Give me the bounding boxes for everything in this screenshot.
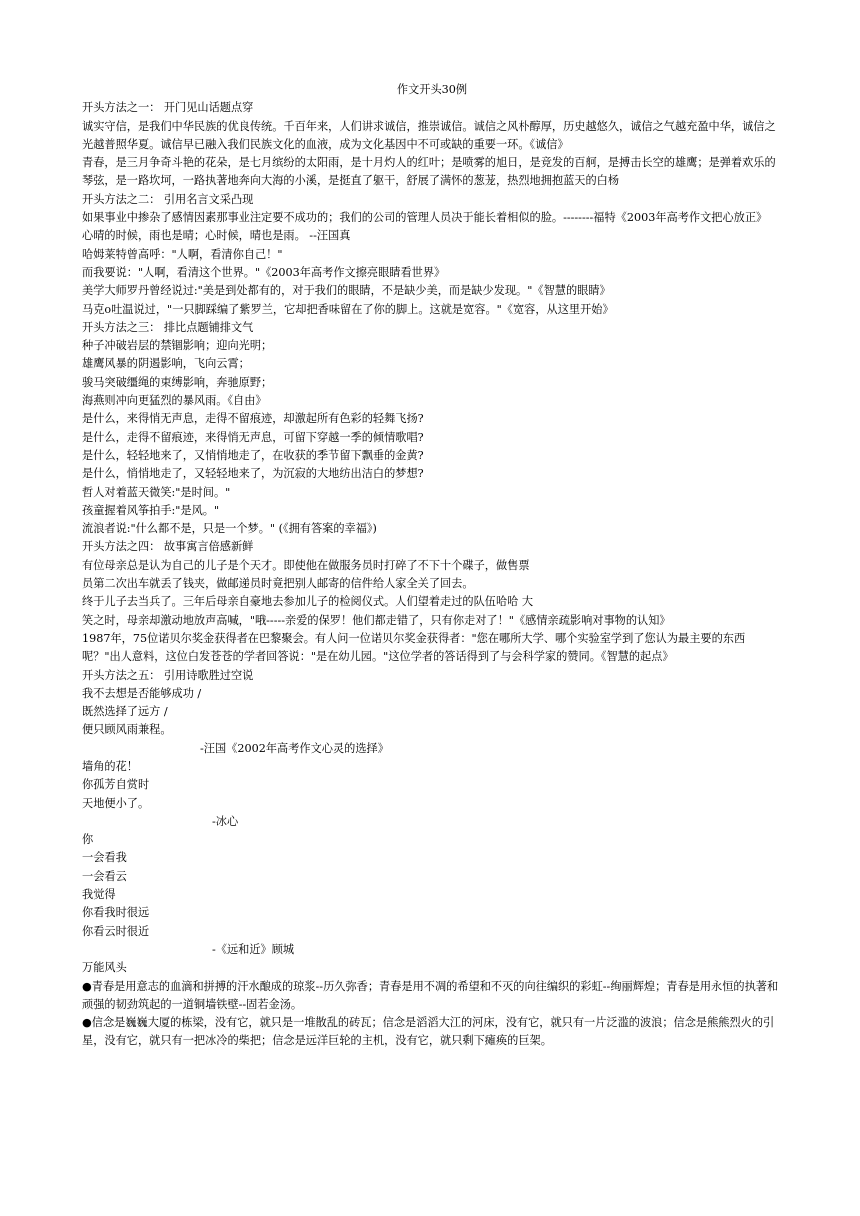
text-line: 墙角的花！ — [82, 759, 138, 773]
poem-attribution: -《远和近》顾城 — [212, 942, 295, 956]
text-line: 便只顾风雨兼程。 — [82, 723, 172, 737]
text-line: 诚实守信，是我们中华民族的优良传统。千百年来，人们讲求诚信，推崇诚信。诚信之风朴醇厚，历史越悠久，诚信之气越充盈中华，诚信之光越普照华夏。诚信早已融入我们民族文化的血液，成为文化基因中不可或缺的重要一环。《诚信》 — [82, 119, 776, 151]
text-line: 种子冲破岩层的禁锢影响；迎向光明； — [82, 339, 273, 353]
text-line: ●信念是巍巍大厦的栋梁，没有它，就只是一堆散乱的砖瓦；信念是滔滔大江的河床，没有它，就只有一片泛滥的波浪；信念是熊熊烈火的引星，没有它，就只有一把冰冷的柴把；信念是远洋巨轮的主机，没有它，就只剩下瘫痪的巨架。 — [82, 1016, 775, 1048]
text-line: 1987年，75位诺贝尔奖金获得者在巴黎聚会。有人问一位诺贝尔奖金获得者："您在哪所大学、哪个实验室学到了您认为最主要的东西呢？"出人意料，这位白发苍苍的学者回答说："是在幼儿园。"这位学者的答话得到了与会科学家的赞同。《智慧的起点》 — [82, 631, 746, 664]
poem-block — [82, 831, 782, 941]
text-line: 心晴的时候，雨也是晴；心时候，晴也是雨。 --汪国真 — [82, 229, 351, 243]
text-line: 骏马突破缰绳的束缚影响，奔驰原野； — [82, 375, 273, 389]
text-line: 是什么，轻轻地来了，又悄悄地走了，在收获的季节留下飘垂的金黄? — [82, 448, 424, 462]
text-line: 一会看我 — [82, 851, 127, 865]
text-line: 是什么，来得悄无声息，走得不留痕迹，却激起所有色彩的轻舞飞扬? — [82, 412, 424, 426]
text-line: 如果事业中掺杂了感情因素那事业注定要不成功的；我们的公司的管理人员决于能长着相似的脸。--------福特《2003年高考作文把心放正》 — [82, 211, 768, 225]
text-line: 孩童握着风筝拍手:"是风。" — [82, 503, 220, 517]
text-line: 万能风头 — [82, 961, 127, 975]
text-line: 有位母亲总是认为自己的儿子是个天才。即使他在做服务员时打碎了不下十个碟子，做售票 — [82, 558, 530, 572]
poem-attribution: -汪国《2002年高考作文心灵的选择》 — [200, 741, 389, 755]
text-line: 我觉得 — [82, 888, 116, 902]
text-line: 开头方法之五： 引用诗歌胜过空说 — [82, 668, 254, 682]
text-line: 我不去想是否能够成功 / — [82, 686, 202, 700]
poem-attribution: -冰心 — [212, 814, 239, 828]
text-line: 马克o吐温说过，"一只脚踩编了紫罗兰，它却把香味留在了你的脚上。这就是宽容。"《宽容，从这里开始》 — [82, 302, 614, 316]
text-line: 美学大师罗丹曾经说过:"美是到处都有的，对于我们的眼睛，不是缺少美，而是缺少发现。"《智慧的眼睛》 — [82, 284, 611, 298]
text-line: 海燕则冲向更猛烈的暴风雨。《自由》 — [82, 394, 267, 408]
text-line: 是什么，走得不留痕迹，来得悄无声息，可留下穿越一季的倾情歌唱? — [82, 430, 424, 444]
text-line: ●青春是用意志的血滴和拼搏的汗水酿成的琼浆--历久弥香；青春是用不凋的希望和不灭的向往编织的彩虹--绚丽辉煌；青春是用永恒的执著和顽强的韧劲筑起的一道铜墙铁壁--固若金汤。 — [82, 979, 779, 1011]
text-line: 是什么，悄悄地走了，又轻轻地来了，为沉寂的大地纺出洁白的梦想? — [82, 467, 424, 481]
text-line: 开头方法之一： 开门见山话题点穿 — [82, 101, 254, 115]
document-page — [82, 81, 782, 1051]
text-line: 你看我时很远 — [82, 906, 150, 920]
text-line: 你孤芳自赏时 — [82, 778, 150, 792]
text-line: 雄鹰风暴的阴遏影响，飞向云霄； — [82, 357, 250, 371]
text-line: 开头方法之二： 引用名言文采凸现 — [82, 192, 254, 206]
text-line: 一会看云 — [82, 869, 127, 883]
poem-block — [82, 758, 782, 813]
text-line: 开头方法之三： 排比点题铺排文气 — [82, 320, 254, 334]
text-line: 员第二次出车就丢了钱夹，做邮递员时竟把别人邮寄的信件给人家全关了回去。 — [82, 577, 474, 591]
text-line: 哲人对着蓝天微笑:"是时间。" — [82, 485, 231, 499]
document-title: 作文开头30例 — [396, 83, 468, 96]
text-line: 开头方法之四： 故事寓言倍感新鲜 — [82, 540, 254, 554]
text-line: 天地便小了。 — [82, 796, 150, 810]
text-line: 笑之时，母亲却激动地放声高喊，"哦-----亲爱的保罗！他们都走错了，只有你走对了！"《感情亲疏影响对事物的认知》 — [82, 613, 671, 627]
text-line: 哈姆莱特曾高呼："人啊，看清你自己！" — [82, 247, 283, 261]
text-line: 终于儿子去当兵了。三年后母亲自豪地去参加儿子的检阅仪式。人们望着走过的队伍哈哈 大 — [82, 595, 534, 609]
text-line: 流浪者说:"什么都不是，只是一个梦。" (《拥有答案的幸福》) — [82, 522, 377, 536]
text-line: 你看云时很近 — [82, 924, 150, 938]
closing-section — [82, 959, 782, 1050]
text-line: 青春，是三月争奇斗艳的花朵，是七月缤纷的太阳雨，是十月灼人的红叶；是喷雾的旭日，是竞发的百舸，是搏击长空的雄鹰；是弹着欢乐的琴弦，是一路坎坷，一路执著地奔向大海的小溪，是挺直了躯干，舒展了满怀的葱茏，热烈地拥抱蓝天的白杨 — [82, 156, 776, 188]
body-text — [82, 99, 782, 739]
text-line: 你 — [82, 833, 94, 847]
text-line: 而我要说："人啊，看清这个世界。"《2003年高考作文擦亮眼睛看世界》 — [82, 265, 446, 279]
text-line: 既然选择了远方 / — [82, 705, 168, 719]
